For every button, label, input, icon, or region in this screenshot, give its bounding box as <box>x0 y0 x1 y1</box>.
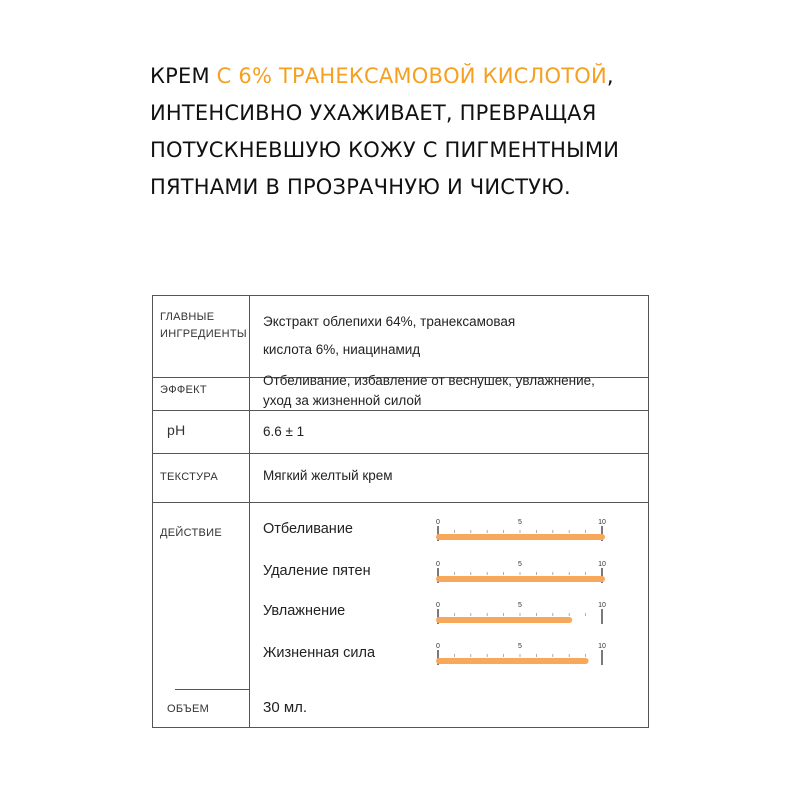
scale-tick-label: 10 <box>598 602 606 609</box>
scale-tick-label: 0 <box>436 519 440 526</box>
action-item-label: Увлажнение <box>263 603 346 619</box>
action-scale <box>435 600 605 636</box>
row-divider <box>153 502 648 503</box>
scale-tick-label: 0 <box>436 643 440 650</box>
scale-chart <box>435 517 605 553</box>
effect-label: ЭФФЕКТ <box>160 384 207 396</box>
headline-line-4: ПЯТНАМИ В ПРОЗРАЧНУЮ И ЧИСТУЮ. <box>150 175 571 199</box>
headline <box>150 58 750 206</box>
volume-label: ОБЪЕМ <box>167 703 210 715</box>
action-label: ДЕЙСТВИЕ <box>160 527 222 539</box>
headline-accent: С 6% ТРАНЕКСАМОВОЙ КИСЛОТОЙ <box>216 64 607 88</box>
headline-line-3: ПОТУСКНЕВШУЮ КОЖУ С ПИГМЕНТНЫМИ <box>150 138 620 162</box>
action-scale <box>435 517 605 553</box>
scale-tick-label: 5 <box>518 561 522 568</box>
headline-line-2: ИНТЕНСИВНО УХАЖИВАЕТ, ПРЕВРАЩАЯ <box>150 101 597 125</box>
ingredients-label: ГЛАВНЫЕ ИНГРЕДИЕНТЫ <box>160 311 247 340</box>
action-item-label: Отбеливание <box>263 521 353 537</box>
action-scale <box>435 559 605 595</box>
scale-tick-label: 0 <box>436 561 440 568</box>
action-item-label: Жизненная сила <box>263 645 376 661</box>
texture-label: ТЕКСТУРА <box>160 471 218 483</box>
effect-line-2: уход за жизненной силой <box>263 393 422 408</box>
scale-tick-label: 5 <box>518 602 522 609</box>
scale-tick-label: 0 <box>436 602 440 609</box>
volume-value: 30 мл. <box>263 699 308 716</box>
scale-tick-label: 10 <box>598 519 606 526</box>
ph-value: 6.6 ± 1 <box>263 424 305 439</box>
action-item-label: Удаление пятен <box>263 563 371 579</box>
ph-label: pH <box>167 422 186 438</box>
spec-table <box>152 295 649 728</box>
scale-tick-label: 10 <box>598 643 606 650</box>
headline-line-1 <box>150 58 750 95</box>
effect-line-1: Отбеливание, избавление от веснушек, увлажнение, <box>263 373 595 388</box>
scale-chart <box>435 559 605 595</box>
ingredients-line-2: кислота 6%, ниацинамид <box>263 342 421 357</box>
scale-chart <box>435 641 605 677</box>
row-divider <box>153 453 648 454</box>
scale-tick-label: 10 <box>598 561 606 568</box>
scale-tick-label: 5 <box>518 643 522 650</box>
headline-prefix: КРЕМ <box>150 64 217 88</box>
texture-value: Мягкий желтый крем <box>263 468 393 483</box>
headline-suffix: , <box>606 64 614 88</box>
scale-chart <box>435 600 605 636</box>
column-divider <box>249 296 250 727</box>
action-scale <box>435 641 605 677</box>
scale-tick-label: 5 <box>518 519 522 526</box>
ingredients-line-1: Экстракт облепихи 64%, транексамовая <box>263 314 516 329</box>
row-divider <box>175 689 250 690</box>
